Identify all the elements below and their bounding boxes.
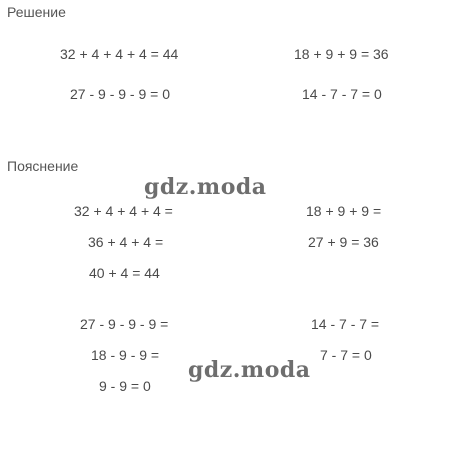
- watermark-logo: gdz.moda: [144, 174, 267, 200]
- explanation-step: 40 + 4 = 44: [89, 265, 160, 281]
- explanation-step: 27 - 9 - 9 - 9 =: [80, 316, 169, 332]
- explanation-step: 32 + 4 + 4 + 4 =: [74, 203, 173, 219]
- solution-equation: 18 + 9 + 9 = 36: [294, 46, 389, 62]
- solution-equation: 14 - 7 - 7 = 0: [302, 86, 382, 102]
- solution-heading: Решение: [7, 4, 66, 20]
- explanation-step: 7 - 7 = 0: [320, 347, 372, 363]
- explanation-step: 36 + 4 + 4 =: [88, 234, 164, 250]
- explanation-step: 9 - 9 = 0: [99, 378, 151, 394]
- explanation-step: 14 - 7 - 7 =: [311, 316, 380, 332]
- watermark-logo: gdz.moda: [188, 357, 311, 383]
- explanation-step: 18 + 9 + 9 =: [306, 203, 382, 219]
- explanation-step: 27 + 9 = 36: [308, 234, 379, 250]
- solution-equation: 27 - 9 - 9 - 9 = 0: [70, 86, 170, 102]
- explanation-heading: Пояснение: [7, 158, 79, 174]
- explanation-step: 18 - 9 - 9 =: [91, 347, 160, 363]
- solution-equation: 32 + 4 + 4 + 4 = 44: [60, 46, 179, 62]
